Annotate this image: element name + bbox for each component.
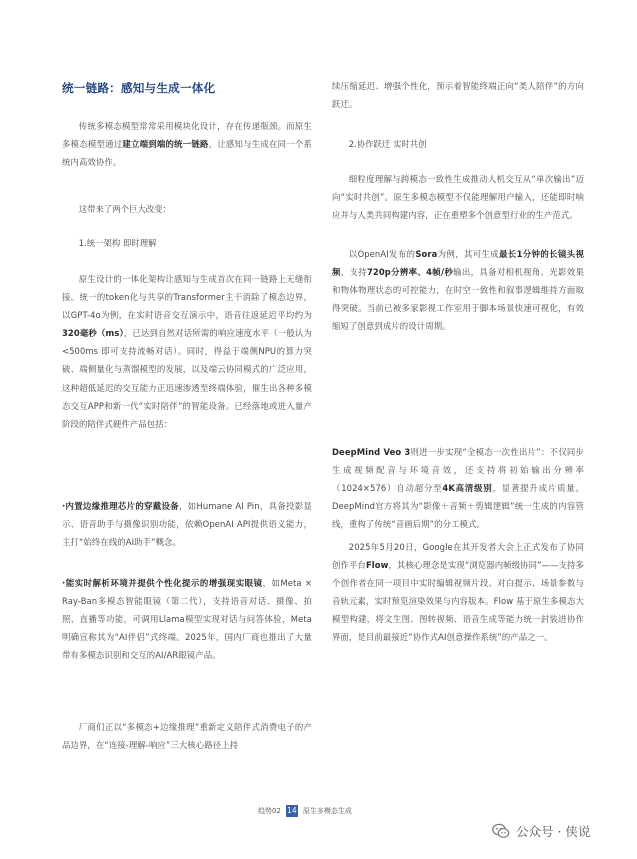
paragraph: 传统多模态模型常常采用模块化设计，存在传递瓶颈。而原生多模态模型通过建立端到端的统一链路，让感知与生成在同一个系统内高效协作。 <box>62 121 313 168</box>
page-number: 14 <box>287 806 297 815</box>
paragraph: 续压缩延迟、增强个性化，预示着智能终端正向“类人陪伴”的方向跃迁。 <box>332 81 584 110</box>
watermark <box>492 822 590 840</box>
section-heading: 统一链路：感知与生成一体化 <box>62 81 216 95</box>
paragraph: 原生设计的一体化架构让感知与生成首次在同一链路上无缝衔接。统一的token化与共享的Transformer主干消除了模态边界，以GPT-4o为例，在实时语音交互演示中，语音往返延迟平均约为320毫秒（ms），已达到自然对话所需的响应速度水平（一般认为<500ms 即可支持流畅对话）。同时，得益于端侧NPU的算力突破、端侧量化与蒸馏模型的发展，以及端云协同模式的广泛应用，这种超低延迟的交互能力正迅速渗透至终端体验，催生出各种多模态交互APP和新一代“实时陪伴”的智能设备。已经落地或进入量产阶段的陪伴式硬件产品包括： <box>62 274 312 429</box>
subsection-title: 2.协作跃迁 实时共创 <box>348 139 427 149</box>
subsection-title: 1.统一架构 即时理解 <box>78 238 157 248</box>
footer-section-label: 趋势02 <box>258 807 281 815</box>
wechat-icon <box>492 823 510 839</box>
watermark-text: 公众号 · 侠说 <box>516 824 591 839</box>
paragraph: 以OpenAI发布的Sora为例，其可生成最长1分钟的长镜头视频，支持720p分辨率、4帧/秒输出，具备对相机视角、光影效果和物体物理状态的可控能力，在时空一致性和叙事逻辑维持方面取得突破。当前已被多家影视工作室用于脚本场景快速可视化，有效缩短了创意到成片的设计周期。 <box>332 249 584 332</box>
paragraph: 细粒度理解与跨模态一致性生成推动人机交互从“单次输出”迈向“实时共创”。原生多模态模型不仅能理解用户输入，还能即时响应并与人类共同构建内容，正在重塑多个创意型行业的生产范式。 <box>332 174 584 221</box>
page-footer <box>258 804 352 818</box>
paragraph: DeepMind Veo 3则进一步实现“全模态一次性出片”：不仅同步生成视频配音与环境音效，还支持将初始输出分辨率（1024×576）自动超分至4K高清级别，显著提升成片质量。DeepMind官方将其为“影像＋音频＋剪辑逻辑”统一生成的内容管线，重构了传统“音画后期”的分工模式。 <box>332 447 584 530</box>
paragraph: ·内置边缘推理芯片的穿戴设备，如Humane AI Pin，具备投影显示、语音助手与摄像识别功能，依赖OpenAI API提供语义能力，主打“始终在线的AI助手”概念。 <box>62 501 312 548</box>
paragraph: 厂商们正以“多模态+边缘推理”重新定义陪伴式消费电子的产品边界，在“连接-理解-响应”三大核心路径上持 <box>62 722 312 751</box>
paragraph: 2025年5月20日，Google在其开发者大会上正式发布了协同创作平台Flow，其核心理念是实现“浏览器内帧级协同”——支持多个创作者在同一项目中实时编辑视频片段、对白提示、场景参数与音轨元素，实时预览渲染效果与内容版本。Flow 基于原生多模态大模型构建，将文生图、图转视频、语音生成等能力统一封装进协作界面，是目前最接近“协作式AI创意操作系统”的产品之一。 <box>332 542 585 643</box>
paragraph: ·能实时解析环境并提供个性化提示的增强现实眼镜，如Meta × Ray-Ban多模态智能眼镜（第二代），支持语音对话、摄像、拍照、直播等功能，可调用Llama模型实现对话与问答体验，Meta明确宣称其为“AI伴侣”式终端。2025年，国内厂商也推出了大量带有多模态识别和交互的AI/AR眼镜产品。 <box>62 578 312 661</box>
footer-chapter-title: 原生多模态生成 <box>302 807 352 815</box>
paragraph: 这带来了两个巨大改变： <box>78 204 171 214</box>
